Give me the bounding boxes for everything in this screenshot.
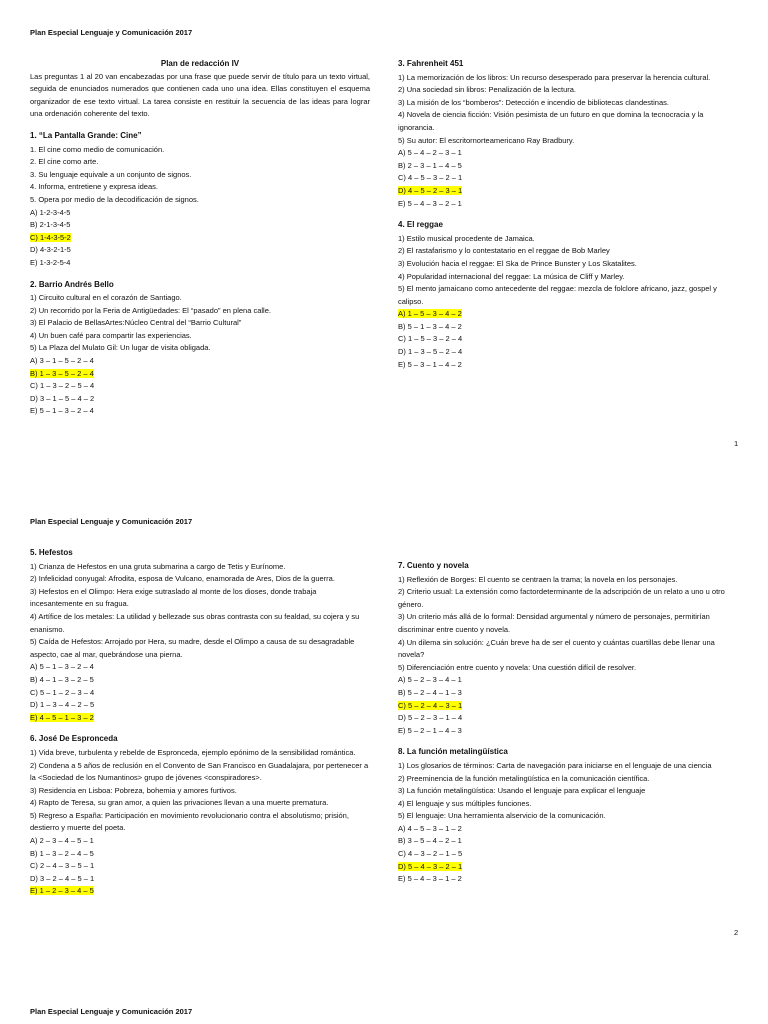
answer-option-correct: A) 1 – 5 – 3 – 4 – 2 [398,309,462,319]
statement: 4. Informa, entretiene y expresa ideas. [30,182,158,192]
answer-option: D) 5 – 2 – 3 – 1 – 4 [398,713,463,723]
statement: 2. El cine como arte. [30,157,99,167]
answer-option: E) 5 – 2 – 1 – 4 – 3 [398,725,462,735]
statement: 3) Residencia en Lisboa: Pobreza, bohemia y amores furtivos. [30,785,237,795]
statement: 2) Un recorrido por la Feria de Antigüedades: El “pasado” en plena calle. [30,305,271,315]
answer-option: A) 4 – 5 – 3 – 1 – 2 [398,823,462,833]
question-title: 2. Barrio Andrés Bello [30,279,114,289]
answer-option: A) 5 – 4 – 2 – 3 – 1 [398,148,462,158]
question-title: 7. Cuento y novela [398,561,469,570]
statement: 3) La misión de los “bomberos”: Detección e incendio de bibliotecas clandestinas. [398,97,669,107]
answer-option: C) 4 – 5 – 3 – 2 – 1 [398,173,463,183]
statement: 4) El lenguaje y sus múltiples funciones. [398,798,532,808]
statement: 4) Un dilema sin solución: ¿Cuán breve ha de ser el cuento y cuántas cuartillas debe llenar una novela? [398,637,715,660]
question-title: 3. Fahrenheit 451 [398,59,464,68]
answer-option: C) 1 – 5 – 3 – 2 – 4 [398,334,463,344]
page-header: Plan Especial Lenguaje y Comunicación 2017 [30,28,193,37]
answer-option: A) 3 – 1 – 5 – 2 – 4 [30,356,94,366]
question-title: 6. José De Espronceda [30,734,118,744]
answer-option: E) 5 – 4 – 3 – 2 – 1 [398,198,462,208]
page-header: Plan Especial Lenguaje y Comunicación 2017 [30,1007,193,1016]
statement: 5) Caída de Hefestos: Arrojado por Hera, su madre, desde el Olimpo a causa de su desagradable aspecto, cae al mar, quebrándose una pierna. [30,637,355,659]
page-header: Plan Especial Lenguaje y Comunicación 2017 [30,517,193,526]
statement: 1) Crianza de Hefestos en una gruta submarina a cargo de Tetis y Eurínome. [30,561,286,571]
statement: 2) Infelicidad conyugal: Afrodita, esposa de Vulcano, enamorada de Ares, Dios de la guerra. [30,574,335,584]
statement: 3) El Palacio de BellasArtes:Núcleo Central del “Barrio Cultural” [30,318,242,328]
answer-option: A) 1-2-3-4-5 [30,207,71,217]
question-title: 5. Hefestos [30,548,73,557]
answer-option: E) 5 – 1 – 3 – 2 – 4 [30,406,94,416]
statement: 5) El mento jamaicano como antecedente del reggae: mezcla de folclore africano, jazz, gospel y calipso. [398,284,717,306]
answer-option: B) 2 – 3 – 1 – 4 – 5 [398,160,462,170]
statement: 5) La Plaza del Mulato Gil: Un lugar de visita obligada. [30,343,211,353]
answer-option-correct: C) 5 – 2 – 4 – 3 – 1 [398,700,463,710]
answer-option: A) 2 – 3 – 4 – 5 – 1 [30,836,94,846]
statement: 4) Artífice de los metales: La utilidad y bellezade sus obras contrasta con su fealdad, su cojera y su enanismo. [30,611,360,634]
answer-option-correct: B) 1 – 3 – 5 – 2 – 4 [30,368,94,378]
statement: 2) Preeminencia de la función metalingüística en la comunicación científica. [398,773,650,783]
page2-right-column [398,560,738,886]
answer-option: B) 2-1-3-4-5 [30,220,71,230]
statement: 1) Vida breve, turbulenta y rebelde de Espronceda, ejemplo epónimo de la sensibilidad romántica. [30,747,356,757]
statement: 5) El lenguaje: Una herramienta alservicio de la comunicación. [398,811,606,821]
statement: 5) Su autor: El escritornorteamericano Ray Bradbury. [398,135,575,145]
answer-option: E) 5 – 3 – 1 – 4 – 2 [398,359,462,369]
question-title: 8. La función metalingüística [398,747,508,757]
answer-option-correct: E) 1 – 2 – 3 – 4 – 5 [30,886,94,896]
statement: 3) Hefestos en el Olimpo: Hera exige sutraslado al monte de los dioses, donde trabaja incesantemente en su fragua. [30,586,317,609]
statement: 5) Regreso a España: Participación en movimiento revolucionario contra el absolutismo; prisión, destierro y muerte del poeta. [30,810,349,833]
answer-option: B) 4 – 1 – 3 – 2 – 5 [30,674,94,684]
page-title: Plan de redacción IV [160,59,240,68]
statement: 3) Evolución hacia el reggae: El Ska de Prince Bunster y Los Skatalites. [398,258,637,268]
answer-option: E) 1-3-2-5-4 [30,257,71,267]
answer-option: C) 2 – 4 – 3 – 5 – 1 [30,861,95,871]
answer-option: B) 1 – 3 – 2 – 4 – 5 [30,848,94,858]
page-number: 2 [734,928,739,937]
statement: 5. Opera por medio de la decodificación de signos. [30,194,199,204]
statement: 2) El rastafarismo y lo contestatario en el reggae de Bob Marley [398,246,610,256]
statement: 1) Circuito cultural en el corazón de Santiago. [30,293,182,303]
answer-option: D) 1 – 3 – 5 – 2 – 4 [398,347,463,357]
answer-option-correct: D) 5 – 4 – 3 – 2 – 1 [398,861,463,871]
answer-option-correct: D) 4 – 5 – 2 – 3 – 1 [398,185,463,195]
statement: 1. El cine como medio de comunicación. [30,144,165,154]
page1-left-column [30,58,370,418]
statement: 4) Un buen café para compartir las experiencias. [30,330,192,340]
statement: 3. Su lenguaje equivale a un conjunto de signos. [30,169,192,179]
statement: 3) La función metalingüística: Usando el lenguaje para explicar el lenguaje [398,786,646,796]
page2-left-column [30,547,370,898]
statement: 3) Un criterio más allá de lo formal: Densidad argumental y número de personajes, permitirían discriminar entre cuento y novela. [398,612,710,634]
answer-option: B) 3 – 5 – 4 – 2 – 1 [398,836,462,846]
statement: 1) Estilo musical procedente de Jamaica. [398,233,535,243]
statement: 4) Popularidad internacional del reggae: La música de Cliff y Marley. [398,271,625,281]
statement: 1) Los glosarios de términos: Carta de navegación para iniciarse en el lenguaje de una ciencia [398,760,712,770]
statement: 4) Novela de ciencia ficción: Visión pesimista de un futuro en que domina la tecnocracia y la ignorancia. [398,110,704,132]
statement: 1) La memorización de los libros: Un recurso desesperado para preservar la herencia cultural. [398,72,711,82]
answer-option-correct: E) 4 – 5 – 1 – 3 – 2 [30,712,94,722]
statement: 1) Reflexión de Borges: El cuento se centraen la trama; la novela en los personajes. [398,574,678,584]
statement: 4) Rapto de Teresa, su gran amor, a quien las privaciones llevan a una muerte prematura. [30,798,329,808]
page-number: 1 [734,439,739,448]
answer-option: A) 5 – 2 – 3 – 4 – 1 [398,675,462,685]
answer-option: C) 1 – 3 – 2 – 5 – 4 [30,381,95,391]
page1-right-column [398,58,738,371]
intro-paragraph: Las preguntas 1 al 20 van encabezadas por una frase que puede servir de título para un texto virtual, seguida de enunciados numerados que contienen cada uno una idea. Ellas constituyen el esquema organizador de ese texto virtual. La tarea consiste en restituir la secuencia de las ideas para lograr una ordenación coherente del texto. [30,71,370,119]
question-title: 4. El reggae [398,220,443,230]
statement: 2) Criterio usual: La extensión como factordeterminante de la adscripción de un relato a uno u otro género. [398,587,725,609]
answer-option-correct: C) 1-4-3-5-2 [30,232,71,242]
answer-option: C) 4 – 3 – 2 – 1 – 5 [398,849,463,859]
answer-option: B) 5 – 2 – 4 – 1 – 3 [398,687,462,697]
answer-option: D) 3 – 2 – 4 – 5 – 1 [30,873,95,883]
answer-option: B) 5 – 1 – 3 – 4 – 2 [398,321,462,331]
statement: 2) Una sociedad sin libros: Penalización de la lectura. [398,85,577,95]
answer-option: E) 5 – 4 – 3 – 1 – 2 [398,874,462,884]
answer-option: C) 5 – 1 – 2 – 3 – 4 [30,687,95,697]
answer-option: D) 3 – 1 – 5 – 4 – 2 [30,393,95,403]
question-title: 1. “La Pantalla Grande: Cine” [30,130,142,140]
answer-option: D) 4-3-2-1-5 [30,245,71,255]
statement: 2) Condena a 5 años de reclusión en el Convento de San Francisco en Guadalajara, por pertenecer a la <Sociedad de los Numantinos> grupo de jóvenes <conspiradores>. [30,760,369,783]
statement: 5) Diferenciación entre cuento y novela: Una cuestión difícil de resolver. [398,662,637,672]
answer-option: A) 5 – 1 – 3 – 2 – 4 [30,662,94,672]
answer-option: D) 1 – 3 – 4 – 2 – 5 [30,700,95,710]
